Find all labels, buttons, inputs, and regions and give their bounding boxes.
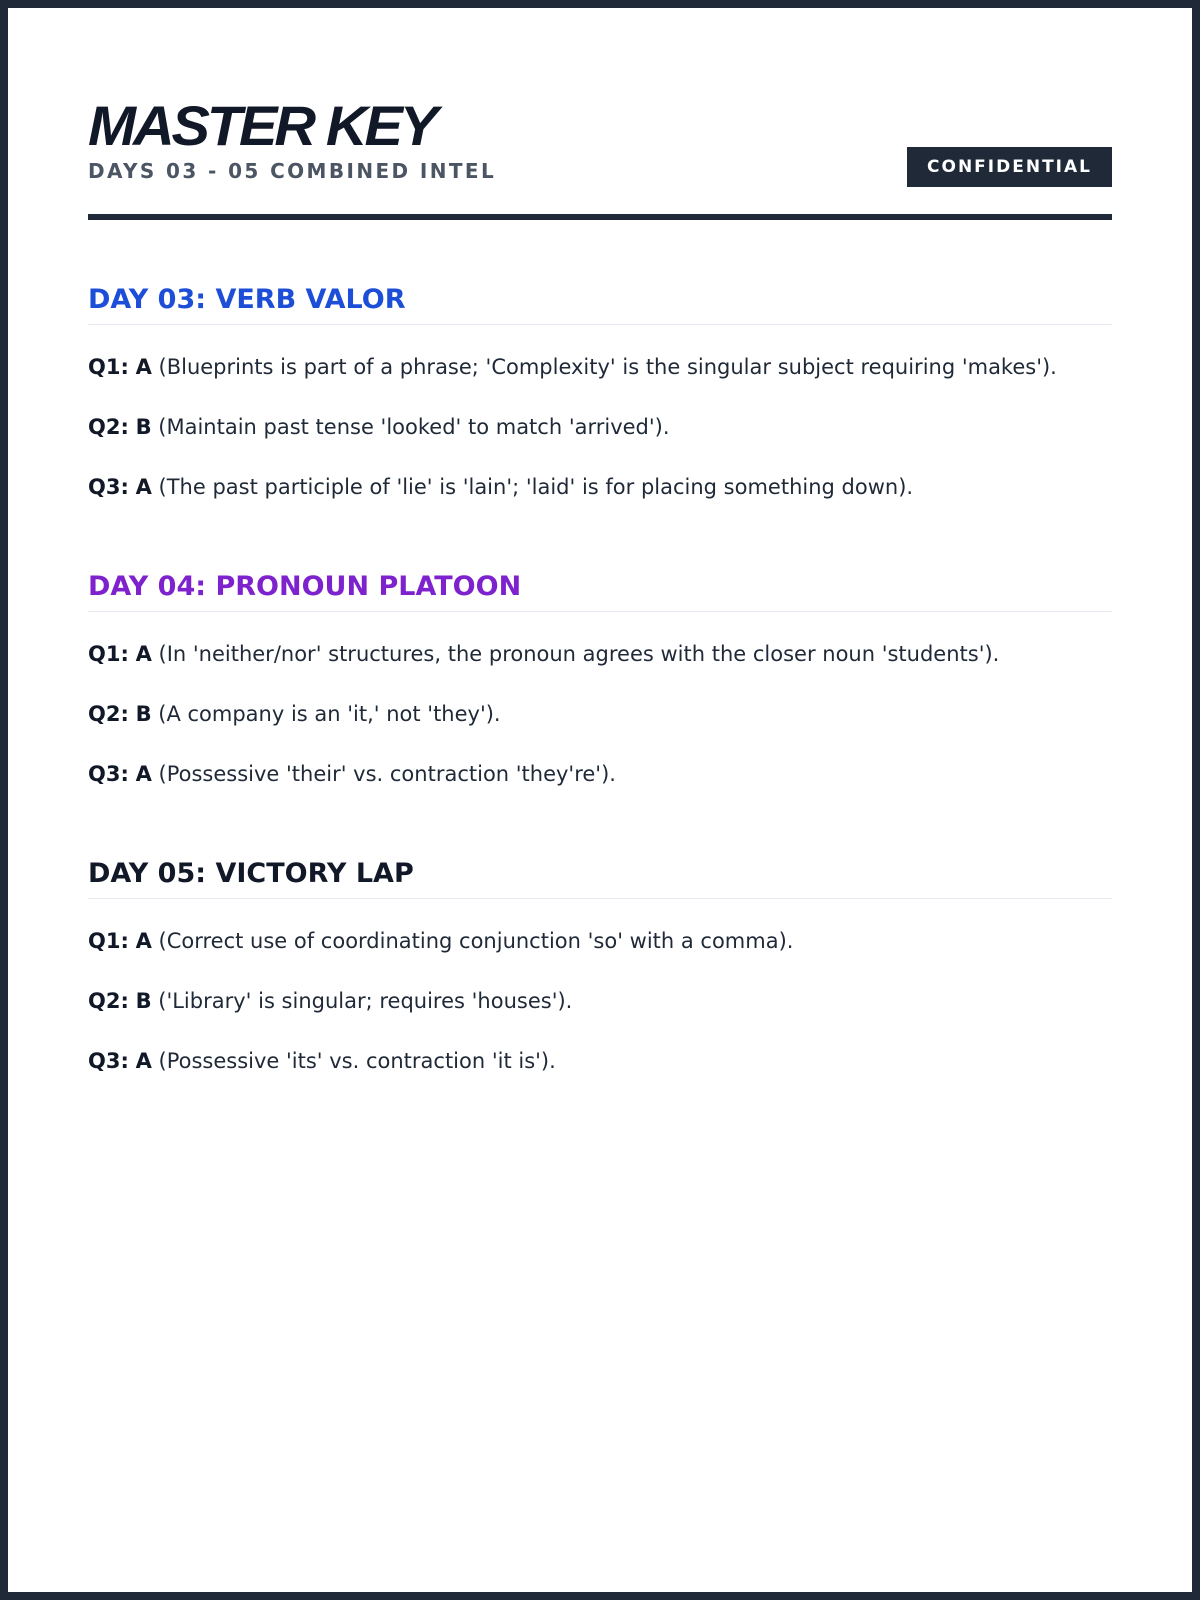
answer-choice: B bbox=[135, 989, 152, 1013]
answer-item bbox=[88, 754, 1112, 794]
answer-choice: B bbox=[135, 415, 152, 439]
answer-key-page bbox=[8, 8, 1192, 1592]
answer-item bbox=[88, 921, 1112, 961]
answer-choice: A bbox=[135, 475, 152, 499]
question-number: Q3: bbox=[88, 762, 129, 786]
answer-explanation: (Correct use of coordinating conjunction 'so' with a comma). bbox=[158, 929, 794, 953]
answer-explanation: (The past participle of 'lie' is 'lain'; 'laid' is for placing something down). bbox=[158, 475, 914, 499]
answer-choice: A bbox=[135, 355, 152, 379]
confidential-badge: CONFIDENTIAL bbox=[907, 147, 1112, 187]
answer-explanation: (In 'neither/nor' structures, the pronoun agrees with the closer noun 'students'). bbox=[158, 642, 1000, 666]
answer-explanation: (A company is an 'it,' not 'they'). bbox=[158, 702, 501, 726]
answer-choice: A bbox=[135, 929, 152, 953]
answer-explanation: ('Library' is singular; requires 'houses'). bbox=[158, 989, 573, 1013]
answer-item bbox=[88, 694, 1112, 734]
question-number: Q1: bbox=[88, 929, 129, 953]
question-number: Q1: bbox=[88, 642, 129, 666]
answer-list bbox=[88, 347, 1112, 507]
question-number: Q2: bbox=[88, 989, 129, 1013]
answer-explanation: (Possessive 'its' vs. contraction 'it is'). bbox=[158, 1049, 556, 1073]
answer-choice: A bbox=[135, 762, 152, 786]
section-day-04 bbox=[88, 567, 1112, 794]
answer-item bbox=[88, 467, 1112, 507]
answer-choice: B bbox=[135, 702, 152, 726]
answer-item bbox=[88, 407, 1112, 447]
section-title: DAY 03: VERB VALOR bbox=[88, 280, 1112, 325]
answer-choice: A bbox=[135, 1049, 152, 1073]
question-number: Q2: bbox=[88, 415, 129, 439]
section-title: DAY 05: VICTORY LAP bbox=[88, 854, 1112, 899]
section-day-03 bbox=[88, 280, 1112, 507]
answer-item bbox=[88, 981, 1112, 1021]
question-number: Q2: bbox=[88, 702, 129, 726]
answer-list bbox=[88, 921, 1112, 1081]
question-number: Q3: bbox=[88, 475, 129, 499]
answer-list bbox=[88, 634, 1112, 794]
answer-explanation: (Possessive 'their' vs. contraction 'they're'). bbox=[158, 762, 616, 786]
question-number: Q3: bbox=[88, 1049, 129, 1073]
page-subtitle: DAYS 03 - 05 COMBINED INTEL bbox=[88, 159, 497, 183]
answer-explanation: (Blueprints is part of a phrase; 'Complexity' is the singular subject requiring 'makes'). bbox=[158, 355, 1057, 379]
answer-explanation: (Maintain past tense 'looked' to match 'arrived'). bbox=[158, 415, 670, 439]
answer-item bbox=[88, 1041, 1112, 1081]
answer-item bbox=[88, 634, 1112, 674]
question-number: Q1: bbox=[88, 355, 129, 379]
answer-item bbox=[88, 347, 1112, 387]
page-title: MASTER KEY bbox=[88, 94, 436, 157]
answer-choice: A bbox=[135, 642, 152, 666]
section-title: DAY 04: PRONOUN PLATOON bbox=[88, 567, 1112, 612]
page-header bbox=[88, 8, 1112, 220]
section-day-05 bbox=[88, 854, 1112, 1081]
